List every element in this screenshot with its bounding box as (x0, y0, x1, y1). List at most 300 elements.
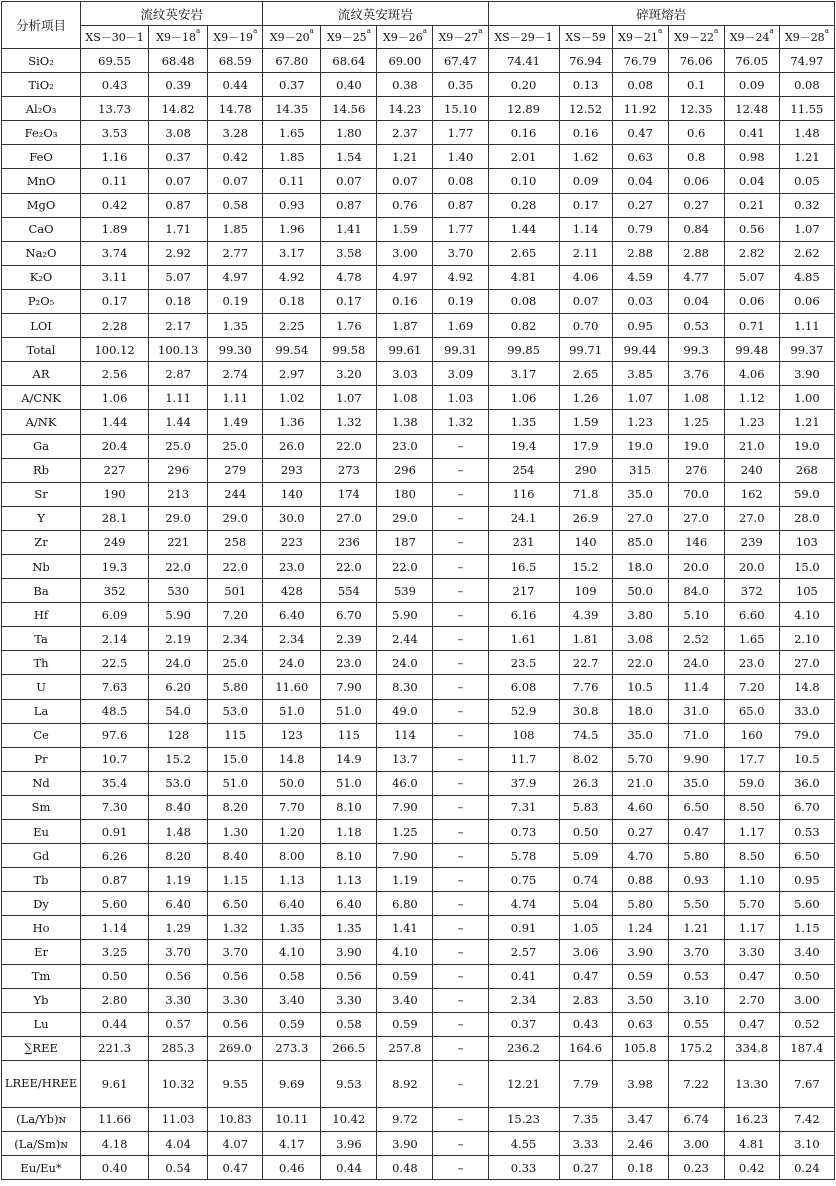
table-cell: 3.30 (208, 988, 263, 1012)
table-cell: 105 (779, 579, 834, 603)
table-cell: 1.41 (377, 916, 433, 940)
table-cell: 27.0 (612, 506, 668, 530)
table-cell: 3.50 (612, 988, 668, 1012)
table-cell: 51.0 (321, 771, 377, 795)
table-cell: 12.89 (488, 97, 559, 121)
table-cell: 3.09 (433, 362, 488, 386)
row-label: Lu (2, 1012, 81, 1036)
row-label: LOI (2, 314, 81, 338)
table-cell: 1.07 (612, 386, 668, 410)
table-row (2, 145, 835, 169)
table-cell: 2.62 (779, 241, 834, 265)
table-cell: 1.15 (208, 868, 263, 892)
table-cell: 27.0 (724, 506, 779, 530)
table-cell: – (433, 1156, 488, 1180)
table-cell: 1.65 (263, 121, 321, 145)
table-cell: – (433, 964, 488, 988)
table-cell: 13.30 (724, 1060, 779, 1107)
table-cell: 3.17 (488, 362, 559, 386)
table-cell: 69.55 (81, 49, 149, 73)
table-cell: 8.10 (321, 844, 377, 868)
table-cell: 2.92 (149, 241, 208, 265)
table-cell: 5.07 (724, 265, 779, 289)
table-cell: 0.05 (779, 169, 834, 193)
footnote-mark: a (478, 27, 483, 35)
table-cell: 12.48 (724, 97, 779, 121)
table-cell: 1.21 (779, 145, 834, 169)
table-cell: 29.0 (149, 506, 208, 530)
table-cell: 6.50 (668, 795, 724, 819)
table-cell: 5.80 (612, 892, 668, 916)
table-cell: 7.20 (208, 603, 263, 627)
table-cell: 2.34 (208, 627, 263, 651)
footnote-mark: a (366, 27, 371, 35)
table-cell: 5.80 (668, 844, 724, 868)
table-cell: 2.56 (81, 362, 149, 386)
sample-id: XS－29－1 (494, 31, 553, 44)
table-cell: 9.72 (377, 1107, 433, 1131)
table-cell: 9.69 (263, 1060, 321, 1107)
table-cell: 140 (559, 530, 612, 554)
table-cell: 0.59 (377, 1012, 433, 1036)
table-cell: 26.3 (559, 771, 612, 795)
row-label: (La/Yb)ɴ (2, 1107, 81, 1131)
table-cell: 10.83 (208, 1107, 263, 1131)
table-cell: 0.58 (263, 964, 321, 988)
table-cell: 14.8 (779, 675, 834, 699)
table-cell: 8.02 (559, 747, 612, 771)
sample-id: X9－20 (269, 31, 310, 44)
table-cell: 8.30 (377, 675, 433, 699)
table-cell: 0.53 (668, 314, 724, 338)
row-label: Yb (2, 988, 81, 1012)
table-cell: 10.5 (779, 747, 834, 771)
table-cell: 0.95 (779, 868, 834, 892)
table-cell: 6.26 (81, 844, 149, 868)
table-cell: 22.5 (81, 651, 149, 675)
table-cell: 0.56 (724, 217, 779, 241)
table-cell: 3.90 (377, 1132, 433, 1156)
table-cell: 19.0 (779, 434, 834, 458)
table-cell: 1.26 (559, 386, 612, 410)
table-cell: 7.70 (263, 795, 321, 819)
table-cell: 2.88 (612, 241, 668, 265)
table-cell: 0.28 (488, 193, 559, 217)
table-cell: 0.16 (377, 289, 433, 313)
table-cell: 0.07 (208, 169, 263, 193)
table-row (2, 747, 835, 771)
table-cell: 28.0 (779, 506, 834, 530)
table-cell: 174 (321, 482, 377, 506)
table-cell: 7.67 (779, 1060, 834, 1107)
table-cell: 4.06 (724, 362, 779, 386)
table-cell: 70.0 (668, 482, 724, 506)
table-cell: 268 (779, 458, 834, 482)
table-cell: – (433, 651, 488, 675)
table-cell: 35.0 (612, 723, 668, 747)
table-cell: 7.22 (668, 1060, 724, 1107)
table-cell: 8.50 (724, 844, 779, 868)
table-cell: 2.77 (208, 241, 263, 265)
table-cell: 31.0 (668, 699, 724, 723)
table-cell: 74.97 (779, 49, 834, 73)
table-cell: – (433, 723, 488, 747)
sample-header (433, 26, 488, 49)
table-cell: 0.27 (612, 820, 668, 844)
table-cell: 37.9 (488, 771, 559, 795)
table-cell: 3.96 (321, 1132, 377, 1156)
table-cell: 1.85 (263, 145, 321, 169)
table-cell: 71.8 (559, 482, 612, 506)
table-cell: 0.87 (433, 193, 488, 217)
table-cell: 0.19 (433, 289, 488, 313)
sample-id: X9－19 (213, 31, 254, 44)
table-cell: 0.47 (208, 1156, 263, 1180)
row-label: (La/Sm)ɴ (2, 1132, 81, 1156)
table-cell: 3.08 (149, 121, 208, 145)
table-cell: 5.70 (724, 892, 779, 916)
row-label: Y (2, 506, 81, 530)
table-cell: 1.35 (488, 410, 559, 434)
table-cell: 1.24 (612, 916, 668, 940)
table-cell: 240 (724, 458, 779, 482)
table-cell: 74.41 (488, 49, 559, 73)
table-cell: 0.07 (377, 169, 433, 193)
table-cell: 0.75 (488, 868, 559, 892)
table-cell: 3.00 (668, 1132, 724, 1156)
table-cell: 1.12 (724, 386, 779, 410)
table-cell: 269.0 (208, 1036, 263, 1060)
footnote-mark: a (309, 27, 314, 35)
sample-header (779, 26, 834, 49)
table-cell: 22.0 (321, 554, 377, 578)
table-cell: 21.0 (612, 771, 668, 795)
table-cell: 85.0 (612, 530, 668, 554)
table-cell: 3.53 (81, 121, 149, 145)
table-cell: 0.17 (321, 289, 377, 313)
table-cell: 180 (377, 482, 433, 506)
table-cell: 236.2 (488, 1036, 559, 1060)
table-cell: 27.0 (668, 506, 724, 530)
corner-header: 分析项目 (2, 2, 81, 49)
sample-header (208, 26, 263, 49)
table-cell: 4.10 (377, 940, 433, 964)
table-cell: 16.23 (724, 1107, 779, 1131)
table-cell: 2.14 (81, 627, 149, 651)
table-cell: 1.44 (488, 217, 559, 241)
row-label: FeO (2, 145, 81, 169)
table-cell: 1.08 (377, 386, 433, 410)
table-cell: 0.46 (263, 1156, 321, 1180)
table-cell: 10.11 (263, 1107, 321, 1131)
table-cell: 7.90 (377, 795, 433, 819)
table-cell: 2.70 (724, 988, 779, 1012)
table-cell: 2.44 (377, 627, 433, 651)
table-cell: 2.11 (559, 241, 612, 265)
row-label: AR (2, 362, 81, 386)
table-cell: 24.0 (263, 651, 321, 675)
table-cell: 3.00 (779, 988, 834, 1012)
table-cell: 0.6 (668, 121, 724, 145)
table-cell: – (433, 603, 488, 627)
table-cell: 2.52 (668, 627, 724, 651)
table-cell: 160 (724, 723, 779, 747)
table-cell: 123 (263, 723, 321, 747)
table-cell: 35.0 (612, 482, 668, 506)
table-cell: 0.27 (559, 1156, 612, 1180)
table-cell: 99.44 (612, 338, 668, 362)
sample-header (81, 26, 149, 49)
table-cell: 1.19 (377, 868, 433, 892)
table-cell: 217 (488, 579, 559, 603)
table-cell: 164.6 (559, 1036, 612, 1060)
table-cell: 24.0 (668, 651, 724, 675)
table-cell: 2.01 (488, 145, 559, 169)
table-cell: 0.47 (668, 820, 724, 844)
table-row (2, 868, 835, 892)
table-cell: 0.79 (612, 217, 668, 241)
table-cell: 0.58 (208, 193, 263, 217)
table-cell: 2.65 (488, 241, 559, 265)
table-cell: 23.0 (377, 434, 433, 458)
table-cell: 187.4 (779, 1036, 834, 1060)
table-cell: 1.40 (433, 145, 488, 169)
table-cell: 0.40 (321, 73, 377, 97)
table-cell: 52.9 (488, 699, 559, 723)
sample-id: X9－26 (382, 31, 423, 44)
table-cell: 23.0 (321, 651, 377, 675)
table-cell: 0.33 (488, 1156, 559, 1180)
table-cell: – (433, 868, 488, 892)
table-cell: 22.0 (149, 554, 208, 578)
table-cell: 0.18 (263, 289, 321, 313)
table-cell: 20.0 (724, 554, 779, 578)
table-cell: 273 (321, 458, 377, 482)
table-cell: 6.08 (488, 675, 559, 699)
group-header-porphyroclastic-lava: 碎斑熔岩 (488, 2, 835, 26)
sample-header (263, 26, 321, 49)
table-cell: 20.0 (668, 554, 724, 578)
table-cell: 7.90 (377, 844, 433, 868)
table-cell: – (433, 1012, 488, 1036)
table-cell: 1.36 (263, 410, 321, 434)
table-cell: 0.56 (149, 964, 208, 988)
group-header-rhyodacite-porphyry: 流纹英安斑岩 (263, 2, 488, 26)
table-cell: 0.44 (321, 1156, 377, 1180)
table-cell: 175.2 (668, 1036, 724, 1060)
row-label: Al₂O₃ (2, 97, 81, 121)
table-cell: 0.56 (321, 964, 377, 988)
table-cell: 1.48 (779, 121, 834, 145)
table-cell: 0.71 (724, 314, 779, 338)
table-cell: 12.21 (488, 1060, 559, 1107)
table-cell: 0.27 (668, 193, 724, 217)
table-cell: 0.40 (81, 1156, 149, 1180)
table-cell: 11.03 (149, 1107, 208, 1131)
table-cell: 0.57 (149, 1012, 208, 1036)
table-cell: 0.37 (263, 73, 321, 97)
table-cell: 5.90 (149, 603, 208, 627)
row-label: Hf (2, 603, 81, 627)
table-cell: 0.41 (724, 121, 779, 145)
table-cell: 8.40 (208, 844, 263, 868)
table-cell: 6.20 (149, 675, 208, 699)
table-cell: 0.10 (488, 169, 559, 193)
table-cell: 3.00 (377, 241, 433, 265)
table-cell: 0.03 (612, 289, 668, 313)
table-cell: 27.0 (779, 651, 834, 675)
table-cell: 24.1 (488, 506, 559, 530)
table-cell: 2.34 (488, 988, 559, 1012)
table-cell: 227 (81, 458, 149, 482)
table-row (2, 241, 835, 265)
table-cell: 0.06 (724, 289, 779, 313)
table-cell: 4.39 (559, 603, 612, 627)
table-cell: 1.21 (668, 916, 724, 940)
table-cell: 0.44 (81, 1012, 149, 1036)
table-cell: – (433, 506, 488, 530)
table-cell: 1.41 (321, 217, 377, 241)
row-label: ∑REE (2, 1036, 81, 1060)
table-cell: – (433, 530, 488, 554)
table-cell: 4.06 (559, 265, 612, 289)
table-cell: 1.07 (779, 217, 834, 241)
table-cell: 0.39 (149, 73, 208, 97)
table-cell: 0.93 (668, 868, 724, 892)
table-cell: 4.81 (488, 265, 559, 289)
table-cell: 3.33 (559, 1132, 612, 1156)
row-label: SiO₂ (2, 49, 81, 73)
table-cell: 0.87 (149, 193, 208, 217)
table-cell: 0.42 (208, 145, 263, 169)
table-cell: 3.90 (779, 362, 834, 386)
table-cell: 1.54 (321, 145, 377, 169)
table-cell: 530 (149, 579, 208, 603)
table-cell: 51.0 (321, 699, 377, 723)
table-cell: 0.50 (779, 964, 834, 988)
table-row (2, 675, 835, 699)
table-cell: 1.59 (559, 410, 612, 434)
table-cell: 10.32 (149, 1060, 208, 1107)
table-cell: 6.16 (488, 603, 559, 627)
table-row (2, 1156, 835, 1180)
table-cell: 4.10 (263, 940, 321, 964)
table-cell: 0.04 (612, 169, 668, 193)
table-cell: 6.50 (779, 844, 834, 868)
table-cell: 1.62 (559, 145, 612, 169)
table-cell: 99.31 (433, 338, 488, 362)
table-cell: 9.53 (321, 1060, 377, 1107)
table-row (2, 795, 835, 819)
table-cell: 68.59 (208, 49, 263, 73)
table-cell: 6.40 (149, 892, 208, 916)
table-cell: 266.5 (321, 1036, 377, 1060)
table-cell: 4.55 (488, 1132, 559, 1156)
table-cell: 276 (668, 458, 724, 482)
table-cell: 99.3 (668, 338, 724, 362)
table-cell: 279 (208, 458, 263, 482)
table-row (2, 699, 835, 723)
table-cell: 99.48 (724, 338, 779, 362)
table-row (2, 362, 835, 386)
table-row (2, 193, 835, 217)
table-cell: 0.35 (433, 73, 488, 97)
table-row (2, 964, 835, 988)
table-cell: 3.98 (612, 1060, 668, 1107)
table-cell: 4.97 (208, 265, 263, 289)
table-cell: 0.16 (559, 121, 612, 145)
table-cell: 22.0 (612, 651, 668, 675)
table-cell: 1.44 (149, 410, 208, 434)
table-row (2, 820, 835, 844)
table-cell: 54.0 (149, 699, 208, 723)
table-cell: 2.57 (488, 940, 559, 964)
table-cell: 103 (779, 530, 834, 554)
table-cell: 5.80 (208, 675, 263, 699)
table-cell: 0.20 (488, 73, 559, 97)
table-cell: 187 (377, 530, 433, 554)
table-cell: – (433, 627, 488, 651)
table-cell: 11.7 (488, 747, 559, 771)
table-cell: 7.20 (724, 675, 779, 699)
table-cell: 4.17 (263, 1132, 321, 1156)
table-cell: 3.70 (668, 940, 724, 964)
footnote-mark: a (253, 27, 258, 35)
table-cell: 0.52 (779, 1012, 834, 1036)
table-cell: 3.90 (612, 940, 668, 964)
table-cell: 11.92 (612, 97, 668, 121)
table-row (2, 554, 835, 578)
table-cell: 4.10 (779, 603, 834, 627)
table-cell: 0.48 (377, 1156, 433, 1180)
table-cell: 2.34 (263, 627, 321, 651)
table-cell: 0.06 (779, 289, 834, 313)
table-cell: 0.95 (612, 314, 668, 338)
table-cell: 6.70 (779, 795, 834, 819)
table-row (2, 988, 835, 1012)
table-cell: 0.11 (81, 169, 149, 193)
table-cell: 4.85 (779, 265, 834, 289)
table-cell: 0.27 (612, 193, 668, 217)
table-cell: 1.11 (149, 386, 208, 410)
table-cell: 190 (81, 482, 149, 506)
table-cell: 1.21 (779, 410, 834, 434)
table-row (2, 289, 835, 313)
table-cell: – (433, 699, 488, 723)
table-cell: 19.0 (612, 434, 668, 458)
table-cell: 258 (208, 530, 263, 554)
table-cell: 1.38 (377, 410, 433, 434)
table-cell: 140 (263, 482, 321, 506)
table-row (2, 916, 835, 940)
table-cell: – (433, 579, 488, 603)
row-label: A/NK (2, 410, 81, 434)
table-cell: 231 (488, 530, 559, 554)
table-cell: 68.48 (149, 49, 208, 73)
table-cell: 2.82 (724, 241, 779, 265)
table-cell: 0.17 (81, 289, 149, 313)
table-cell: 0.43 (81, 73, 149, 97)
table-body (2, 49, 835, 1180)
table-row (2, 603, 835, 627)
table-cell: 6.70 (321, 603, 377, 627)
table-cell: 0.37 (488, 1012, 559, 1036)
table-cell: 3.06 (559, 940, 612, 964)
table-cell: 1.32 (321, 410, 377, 434)
table-cell: 11.55 (779, 97, 834, 121)
row-label: U (2, 675, 81, 699)
sample-id: XS－30－1 (85, 31, 144, 44)
